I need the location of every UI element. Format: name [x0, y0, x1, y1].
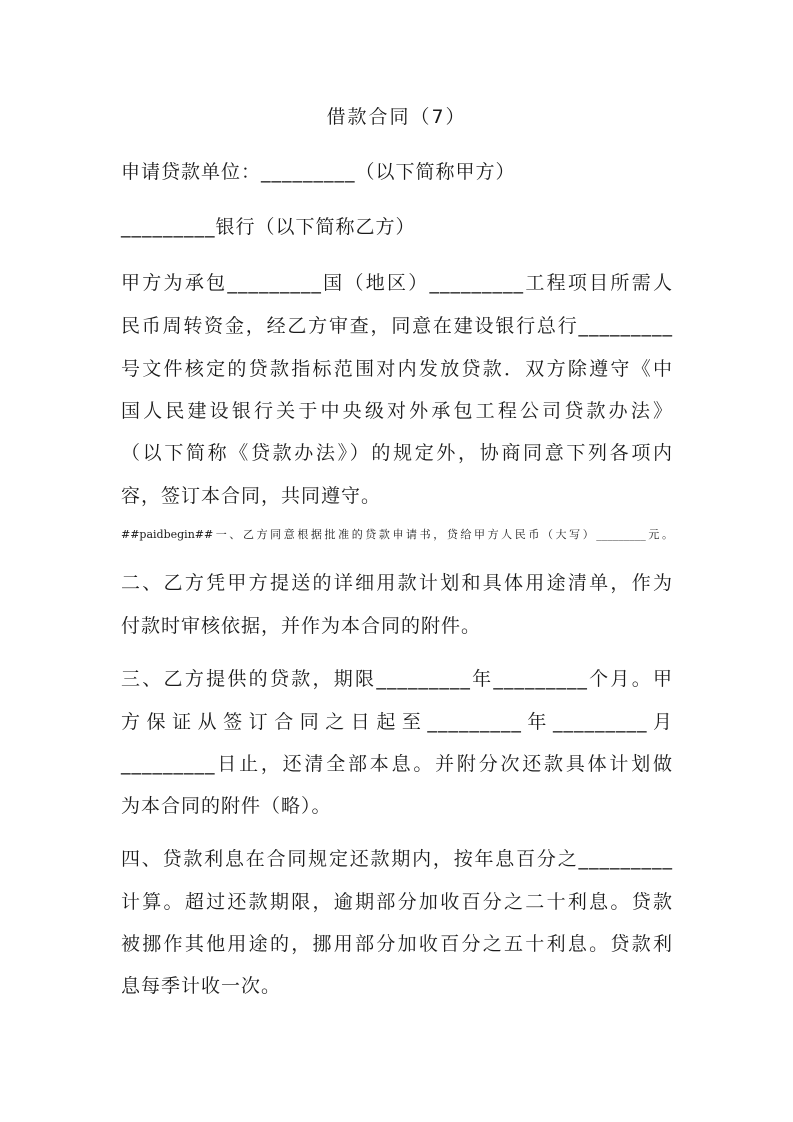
clause-4-line-1: 四、贷款利息在合同规定还款期内，按年息百分之_________	[121, 848, 673, 870]
intro-line-4: 国人民建设银行关于中央级对外承包工程公司贷款办法》	[121, 400, 673, 422]
clause-2-line-2: 付款时审核依据，并作为本合同的附件。	[121, 615, 482, 637]
clause-3-line-1: 三、乙方提供的贷款，期限_________年_________个月。甲	[121, 668, 673, 690]
intro-line-6: 容，签订本合同，共同遵守。	[121, 485, 382, 507]
clause-1-line: ##paidbegin##一、乙方同意根据批准的贷款申请书，贷给甲方人民币（大写）_________元。	[121, 528, 673, 541]
clause-2-line-1: 二、乙方凭甲方提送的详细用款计划和具体用途清单，作为	[121, 572, 673, 594]
bank-line: _________银行（以下简称乙方）	[121, 216, 416, 238]
intro-line-1: 甲方为承包_________国（地区）_________工程项目所需人	[121, 272, 673, 294]
clause-4-line-3: 被挪作其他用途的，挪用部分加收百分之五十利息。贷款利	[121, 933, 673, 955]
clause-3-line-4: 为本合同的附件（略）。	[121, 795, 332, 817]
intro-line-3: 号文件核定的贷款指标范围对内发放贷款．双方除遵守《中	[121, 358, 673, 380]
clause-4-line-4: 息每季计收一次。	[121, 975, 282, 997]
applicant-line: 申请贷款单位：_________（以下简称甲方）	[121, 161, 516, 183]
intro-line-5: （以下简称《贷款办法》）的规定外，协商同意下列各项内	[121, 442, 673, 464]
clause-4-line-2: 计算。超过还款期限，逾期部分加收百分之二十利息。贷款	[121, 891, 673, 913]
document-title: 借款合同（7）	[326, 106, 467, 128]
intro-line-2: 民币周转资金，经乙方审查，同意在建设银行总行_________	[121, 315, 673, 337]
clause-3-line-2: 方保证从签订合同之日起至_________年_________月	[121, 711, 673, 733]
clause-3-line-3: _________日止，还清全部本息。并附分次还款具体计划做	[121, 753, 673, 775]
